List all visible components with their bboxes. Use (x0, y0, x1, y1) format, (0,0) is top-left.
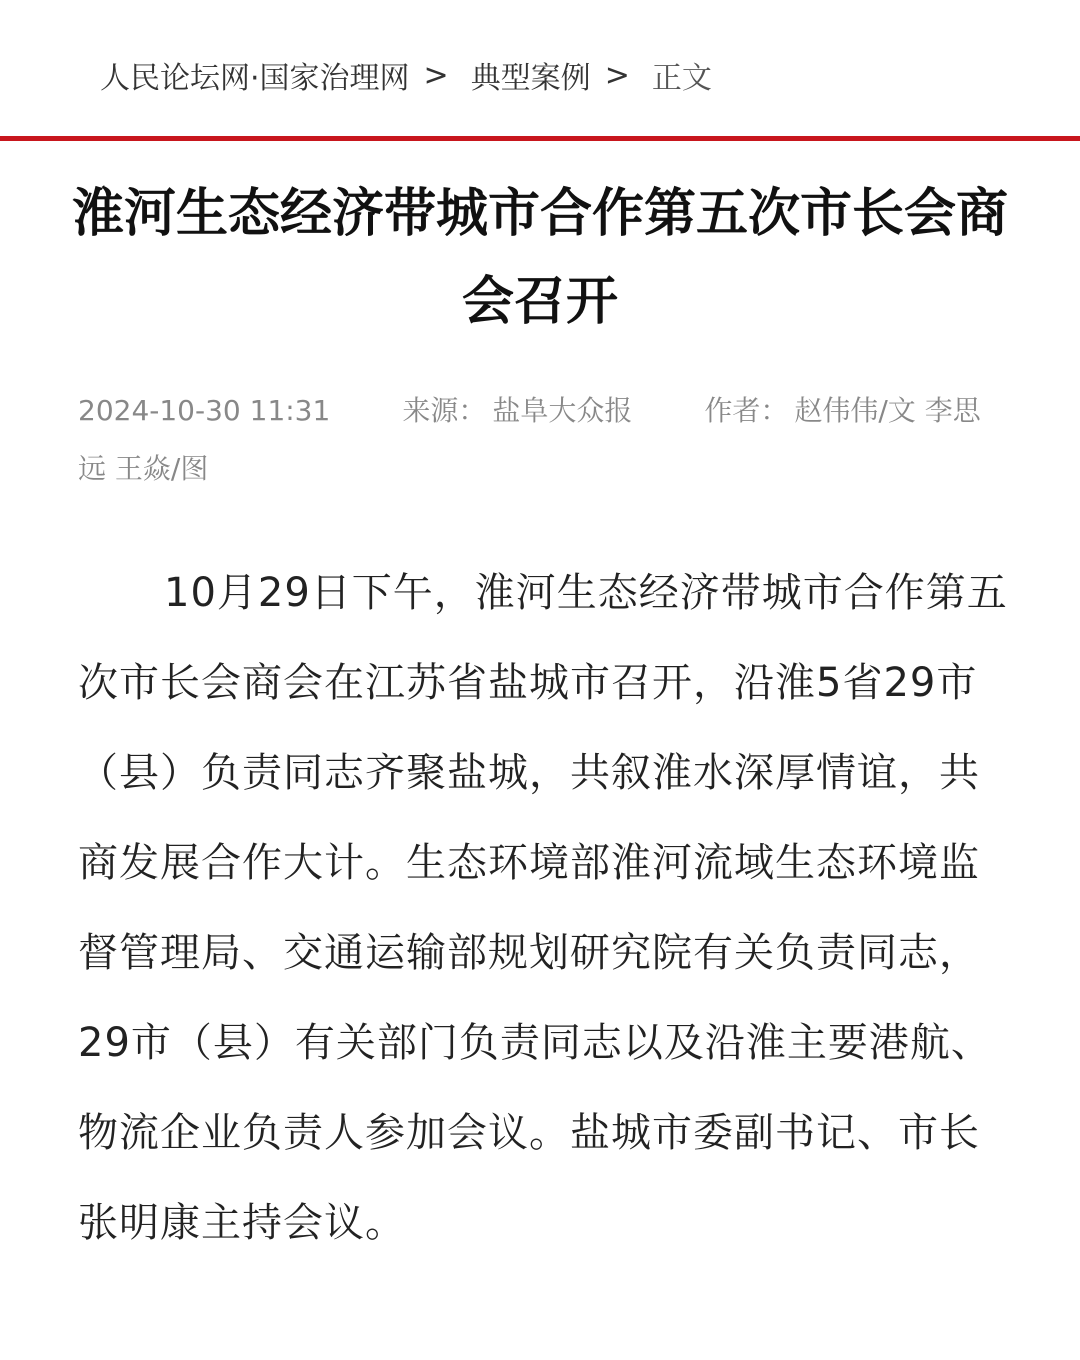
source-label: 来源： (402, 394, 487, 427)
breadcrumb (100, 50, 712, 100)
source-name: 盐阜大众报 (492, 394, 633, 427)
chevron-right-icon: > (604, 57, 630, 93)
header-divider (0, 136, 1080, 141)
publish-time: 2024-10-30 11:31 (78, 394, 331, 427)
author-name: 赵伟伟/文 李思远 王焱/图 (78, 394, 981, 485)
article-title: 淮河生态经济带城市合作第五次市长会商会召开 (71, 184, 1008, 332)
breadcrumb-home-link[interactable]: 人民论坛网·国家治理网 (100, 61, 410, 96)
article-meta (78, 382, 998, 498)
author-label: 作者： (704, 394, 789, 427)
chevron-right-icon: > (423, 57, 449, 93)
breadcrumb-category-link[interactable]: 典型案例 (470, 61, 591, 96)
breadcrumb-current: 正文 (651, 61, 712, 96)
article-body: 10月29日下午，淮河生态经济带城市合作第五次市长会商会在江苏省盐城市召开，沿淮5省29市（县）负责同志齐聚盐城，共叙淮水深厚情谊，共商发展合作大计。生态环境部淮河流域生态环境监督管理局、交通运输部规划研究院有关负责同志，29市（县）有关部门负责同志以及沿淮主要港航、物流企业负责人参加会议。盐城市委副书记、市长张明康主持会议。 (78, 570, 1008, 1246)
